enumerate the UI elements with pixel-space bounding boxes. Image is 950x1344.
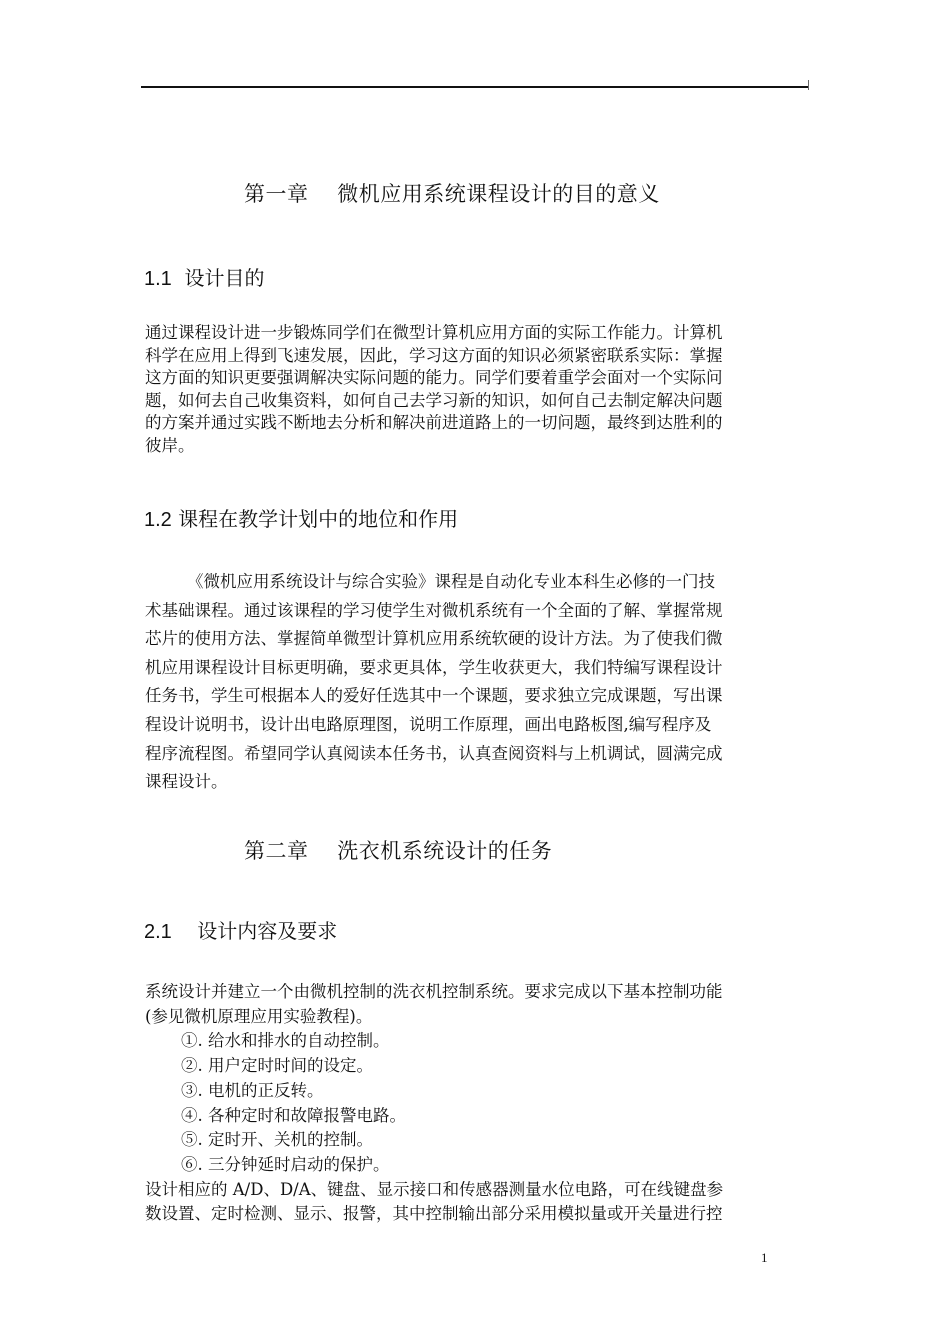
paragraph-line: 通过课程设计进一步锻炼同学们在微型计算机应用方面的实际工作能力。计算机 (145, 323, 723, 342)
paragraph-line: 设计相应的 A/D、D/A、键盘、显示接口和传感器测量水位电路，可在线键盘参 (145, 1179, 724, 1199)
paragraph-line: 机应用课程设计目标更明确，要求更具体，学生收获更大，我们特编写课程设计 (145, 657, 723, 677)
paragraph-line: 的方案并通过实践不断地去分析和解决前进道路上的一切问题，最终到达胜利的 (145, 413, 723, 432)
paragraph-line: 数设置、定时检测、显示、报警，其中控制输出部分采用模拟量或开关量进行控 (145, 1204, 723, 1224)
paragraph-line: 系统设计并建立一个由微机控制的洗衣机控制系统。要求完成以下基本控制功能 (145, 982, 723, 1001)
section-1-1-title: 设计目的 (184, 266, 265, 290)
list-item: ②. 用户定时时间的设定。 (181, 1056, 373, 1076)
list-item: ⑥. 三分钟延时启动的保护。 (181, 1154, 390, 1174)
section-2-1-content (145, 980, 808, 1227)
paragraph-line: 芯片的使用方法、掌握简单微型计算机应用系统软硬的设计方法。为了使我们微 (145, 629, 723, 649)
paragraph-line: 任务书，学生可根据本人的爱好任选其中一个课题，要求独立完成课题，写出课 (145, 686, 723, 706)
header-rule-tick (808, 80, 809, 90)
chapter-1-title: 第一章 微机应用系统课程设计的目的意义 (244, 182, 660, 206)
paragraph-line: 这方面的知识更要强调解决实际问题的能力。同学们要着重学会面对一个实际问 (145, 368, 723, 387)
section-1-1-number: 1.1 (144, 268, 172, 290)
paragraph-line: 课程设计。 (145, 772, 228, 792)
list-item: ⑤. 定时开、关机的控制。 (181, 1130, 373, 1150)
section-1-2-title: 课程在教学计划中的地位和作用 (178, 507, 459, 531)
paragraph-line: 《微机应用系统设计与综合实验》课程是自动化专业本科生必修的一门技 (145, 572, 715, 591)
paragraph-line: 程序流程图。希望同学认真阅读本任务书，认真查阅资料与上机调试，圆满完成 (145, 743, 723, 763)
list-item: ①. 给水和排水的自动控制。 (181, 1031, 390, 1051)
page-number: 1 (761, 1250, 768, 1265)
section-1-2-paragraph (145, 568, 808, 797)
section-2-1-title: 设计内容及要求 (197, 919, 338, 943)
section-1-2-heading (144, 503, 458, 532)
paragraph-line: 科学在应用上得到飞速发展，因此，学习这方面的知识必须紧密联系实际：掌握 (145, 345, 723, 365)
list-item: ④. 各种定时和故障报警电路。 (181, 1105, 406, 1125)
paragraph-line: 程设计说明书，设计出电路原理图，说明工作原理，画出电路板图,编写程序及 (145, 714, 712, 734)
paragraph-line: (参见微机原理应用实验教程)。 (145, 1006, 373, 1026)
section-1-2-number: 1.2 (144, 509, 172, 531)
section-2-1-number: 2.1 (144, 921, 172, 943)
section-2-1-heading (144, 915, 337, 944)
list-item: ③. 电机的正反转。 (181, 1080, 324, 1100)
header-rule (141, 86, 809, 88)
paragraph-line: 术基础课程。通过该课程的学习使学生对微机系统有一个全面的了解、掌握常规 (145, 600, 723, 620)
section-1-1-heading (144, 262, 265, 291)
chapter-2-title: 第二章 洗衣机系统设计的任务 (244, 839, 553, 863)
paragraph-line: 彼岸。 (145, 435, 195, 455)
section-1-1-paragraph (145, 322, 808, 457)
paragraph-line: 题，如何去自己收集资料，如何自己去学习新的知识，如何自己去制定解决问题 (145, 390, 723, 410)
